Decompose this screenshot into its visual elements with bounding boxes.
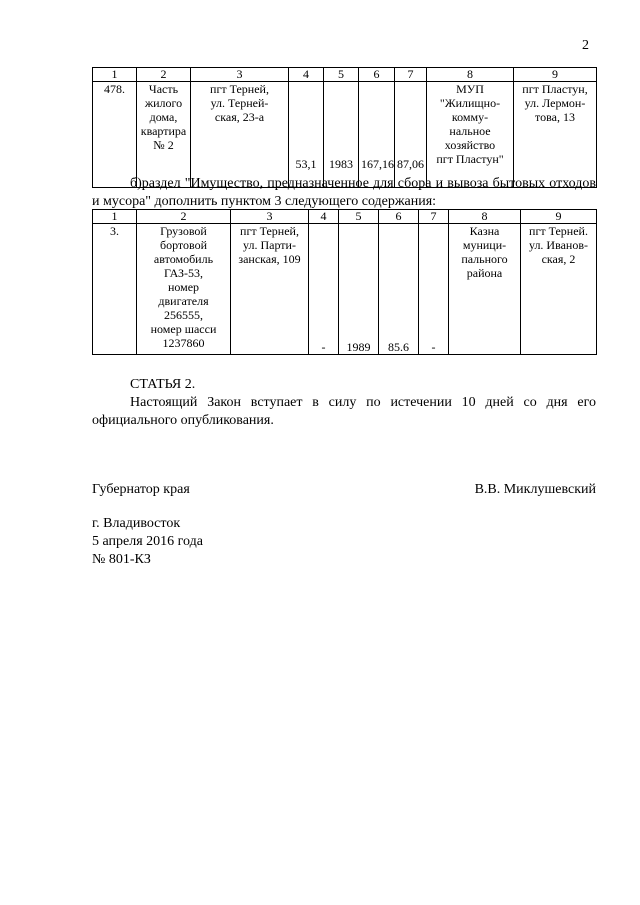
column-header: 7 xyxy=(419,210,449,224)
column-header: 7 xyxy=(395,68,427,82)
column-header: 9 xyxy=(514,68,597,82)
cell-line: 256555, xyxy=(164,308,203,322)
column-header: 5 xyxy=(339,210,379,224)
cell-line: двигателя xyxy=(158,294,209,308)
column-header: 1 xyxy=(93,68,137,82)
area-cell: - xyxy=(309,224,339,355)
column-header: 3 xyxy=(231,210,309,224)
cell-line: пгт Пластун" xyxy=(436,152,504,166)
cell-line: "Жилищно- xyxy=(439,96,501,110)
area-cell: 53,1 xyxy=(289,82,324,188)
value-cell: 167,16 xyxy=(359,82,395,188)
cell-line: 1237860 xyxy=(162,336,205,350)
article-text: Настоящий Закон вступает в силу по истечении 10 дней со дня его официального опубликования. xyxy=(92,395,596,428)
place: г. Владивосток xyxy=(92,516,181,531)
table-row xyxy=(93,82,597,188)
cell-line: пгт Терней, xyxy=(210,82,269,96)
column-header: 9 xyxy=(521,210,597,224)
cell-line: квартира xyxy=(140,124,187,138)
cell-line: пгт Терней, xyxy=(240,224,299,238)
holder-cell xyxy=(449,224,521,355)
residual-value-cell: 87,06 xyxy=(395,82,427,188)
law-number: № 801-КЗ xyxy=(92,552,151,567)
holder-cell xyxy=(427,82,514,188)
section-b-paragraph: б)раздел "Имущество, предназначенное для сбора и вывоза бытовых отходов и мусора" дополнить пунктом 3 следующего содержания: xyxy=(92,176,596,209)
table-header-row xyxy=(93,210,597,224)
signature-position: Губернатор края xyxy=(92,482,190,497)
cell-line: пального xyxy=(461,252,508,266)
cell-line: пгт Пластун, xyxy=(522,82,588,96)
cell-line: дома, xyxy=(149,110,178,124)
cell-line: номер xyxy=(167,280,200,294)
cell-line: Грузовой xyxy=(160,224,207,238)
column-header: 6 xyxy=(359,68,395,82)
article-heading: СТАТЬЯ 2. xyxy=(130,377,196,392)
cell-line: хозяйство xyxy=(444,138,496,152)
cell-line: номер шасси xyxy=(150,322,217,336)
property-name xyxy=(137,224,231,355)
cell-line: ул. Лермон- xyxy=(524,96,586,110)
cell-line: Казна xyxy=(469,224,500,238)
cell-line: това, 13 xyxy=(535,110,575,124)
holder-address-cell xyxy=(514,82,597,188)
cell-line: ул. Парти- xyxy=(243,238,296,252)
cell-line: ГАЗ-53, xyxy=(163,266,203,280)
cell-line: Часть xyxy=(148,82,179,96)
row-number: 478. xyxy=(93,82,137,188)
column-header: 4 xyxy=(309,210,339,224)
cell-line: № 2 xyxy=(153,138,174,152)
column-header: 2 xyxy=(137,68,191,82)
column-header: 2 xyxy=(137,210,231,224)
column-header: 6 xyxy=(379,210,419,224)
table-row xyxy=(93,224,597,355)
cell-line: района xyxy=(466,266,503,280)
page-number: 2 xyxy=(582,38,589,53)
year-cell: 1989 xyxy=(339,224,379,355)
cell-line: занская, 109 xyxy=(238,252,301,266)
cell-line: ул. Терней- xyxy=(210,96,269,110)
cell-line: ская, 23-а xyxy=(214,110,265,124)
cell-line: ская, 2 xyxy=(541,252,576,266)
property-table-1 xyxy=(92,67,597,188)
table-header-row xyxy=(93,68,597,82)
cell-line: муници- xyxy=(462,238,507,252)
property-address xyxy=(191,82,289,188)
cell-line: жилого xyxy=(144,96,183,110)
column-header: 1 xyxy=(93,210,137,224)
cell-line: нальное xyxy=(449,124,491,138)
column-header: 4 xyxy=(289,68,324,82)
holder-address-cell xyxy=(521,224,597,355)
column-header: 5 xyxy=(324,68,359,82)
cell-line: ул. Иванов- xyxy=(528,238,589,252)
property-name xyxy=(137,82,191,188)
residual-value-cell: - xyxy=(419,224,449,355)
cell-line: МУП xyxy=(456,82,484,96)
cell-line: автомобиль xyxy=(153,252,214,266)
cell-line: пгт Терней. xyxy=(529,224,588,238)
property-table-2 xyxy=(92,209,597,355)
year-cell: 1983 xyxy=(324,82,359,188)
cell-line: бортовой xyxy=(159,238,208,252)
column-header: 3 xyxy=(191,68,289,82)
value-cell: 85.6 xyxy=(379,224,419,355)
cell-line: комму- xyxy=(451,110,489,124)
column-header: 8 xyxy=(449,210,521,224)
column-header: 8 xyxy=(427,68,514,82)
date: 5 апреля 2016 года xyxy=(92,534,203,549)
signature-name: В.В. Миклушевский xyxy=(474,482,596,497)
property-address xyxy=(231,224,309,355)
row-number: 3. xyxy=(93,224,137,355)
